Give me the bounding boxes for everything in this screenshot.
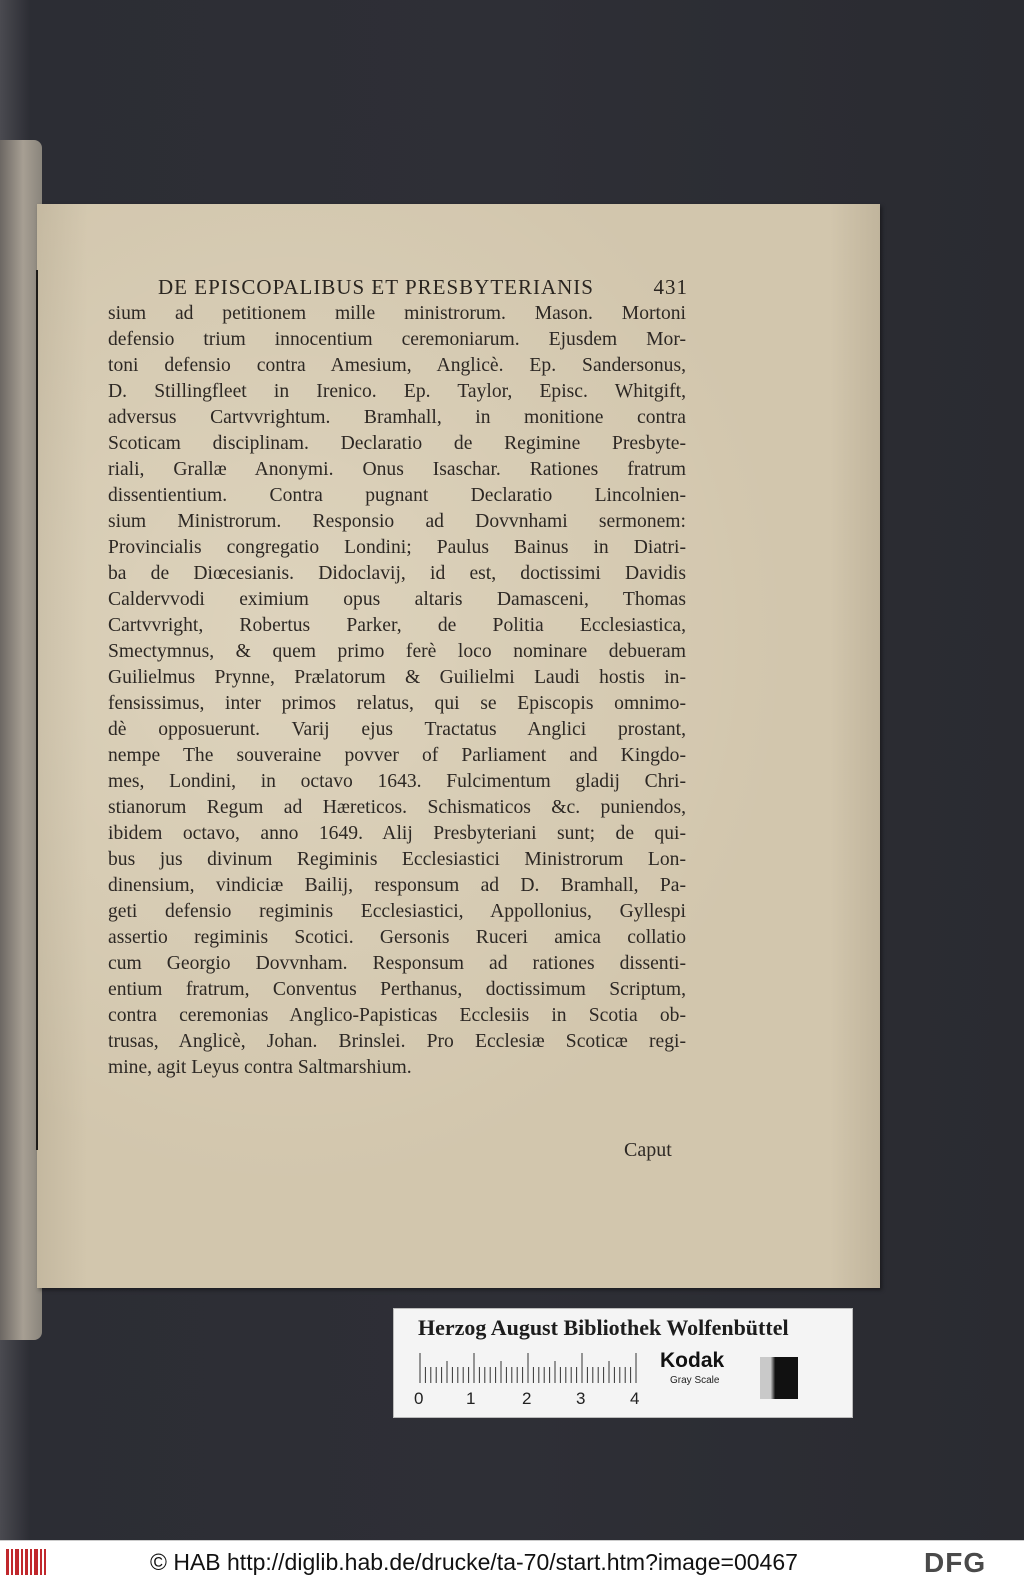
text-line: dissentientium. Contra pugnant Declaratio Lincolnien-	[108, 485, 686, 506]
text-line: dè opposuerunt. Varij ejus Tractatus Anglici prostant,	[108, 719, 686, 740]
text-line: cum Georgio Dovvnham. Responsum ad rationes dissenti-	[108, 953, 686, 974]
scale-ruler-numbers	[414, 1389, 654, 1411]
text-line: riali, Grallæ Anonymi. Onus Isaschar. Rationes fratrum	[108, 459, 686, 480]
header-title: DE EPISCOPALIBUS ET PRESBYTERIANIS	[158, 275, 594, 299]
text-line: mine, agit Leyus contra Saltmarshium.	[108, 1057, 412, 1078]
text-line: Caldervvodi eximium opus altaris Damasceni, Thomas	[108, 589, 686, 610]
text-line: Guilielmus Prynne, Prælatorum & Guilielmi Laudi hostis in-	[108, 667, 686, 688]
text-line: toni defensio contra Amesium, Anglicè. Ep. Sandersonus,	[108, 355, 686, 376]
text-line: entium fratrum, Conventus Perthanus, doctissimum Scriptum,	[108, 979, 686, 1000]
library-label-card	[393, 1308, 853, 1418]
text-line: ibidem octavo, anno 1649. Alij Presbyteriani sunt; de qui-	[108, 823, 686, 844]
page-gutter	[36, 270, 38, 1150]
ruler-number: 4	[630, 1389, 640, 1408]
ruler-number: 3	[576, 1389, 586, 1408]
text-line: Provincialis congregatio Londini; Paulus Bainus in Diatri-	[108, 537, 686, 558]
text-line: nempe The souveraine povver of Parliament and Kingdo-	[108, 745, 686, 766]
text-line: adversus Cartvvrightum. Bramhall, in monitione contra	[108, 407, 686, 428]
running-header	[158, 275, 688, 300]
text-line: contra ceremonias Anglico-Papisticas Ecclesiis in Scotia ob-	[108, 1005, 686, 1026]
catchword: Caput	[624, 1139, 672, 1161]
kodak-brand: Kodak	[660, 1349, 725, 1372]
dfg-logo: DFG	[924, 1547, 987, 1578]
text-line: geti defensio regiminis Ecclesiastici, Appollonius, Gyllespi	[108, 901, 686, 922]
text-line: sium ad petitionem mille ministrorum. Mason. Mortoni	[108, 303, 686, 324]
text-line: Scoticam disciplinam. Declaratio de Regimine Presbyte-	[108, 433, 686, 454]
footer-bar	[0, 1540, 1024, 1583]
gray-scale-patch	[760, 1357, 798, 1399]
text-line: stianorum Regum ad Hæreticos. Schismaticos &c. puniendos,	[108, 797, 686, 818]
scale-ruler	[418, 1353, 640, 1383]
ruler-number: 2	[522, 1389, 532, 1408]
text-line: D. Stillingfleet in Irenico. Ep. Taylor, Episc. Whitgift,	[108, 381, 686, 402]
source-link[interactable]: © HAB http://diglib.hab.de/drucke/ta-70/start.htm?image=00467	[150, 1549, 798, 1575]
library-label-title: Herzog August Bibliothek Wolfenbüttel	[418, 1315, 789, 1340]
text-line: assertio regiminis Scotici. Gersonis Ruceri amica collatio	[108, 927, 686, 948]
text-line: Cartvvright, Robertus Parker, de Politia Ecclesiastica,	[108, 615, 686, 636]
text-line: bus jus divinum Regiminis Ecclesiastici Ministrorum Lon-	[108, 849, 686, 870]
barcode-icon	[6, 1549, 46, 1575]
body-text	[108, 301, 686, 1081]
text-line: ba de Diœcesianis. Didoclavij, id est, doctissimi Davidis	[108, 563, 686, 584]
text-line: fensissimus, inter primos relatus, qui se Episcopis omnimo-	[108, 693, 686, 714]
text-line: Smectymnus, & quem primo ferè loco nominare debueram	[108, 641, 686, 662]
page-number: 431	[653, 275, 688, 299]
text-line: dinensium, vindiciæ Bailij, responsum ad D. Bramhall, Pa-	[108, 875, 686, 896]
text-line: sium Ministrorum. Responsio ad Dovvnhami sermonem:	[108, 511, 686, 532]
ruler-number: 0	[414, 1389, 424, 1408]
text-line: mes, Londini, in octavo 1643. Fulcimentum gladij Chri-	[108, 771, 686, 792]
kodak-subtitle: Gray Scale	[670, 1375, 720, 1386]
text-line: trusas, Anglicè, Johan. Brinslei. Pro Ecclesiæ Scoticæ regi-	[108, 1031, 686, 1052]
ruler-number: 1	[466, 1389, 476, 1408]
text-line: defensio trium innocentium ceremoniarum. Ejusdem Mor-	[108, 329, 686, 350]
